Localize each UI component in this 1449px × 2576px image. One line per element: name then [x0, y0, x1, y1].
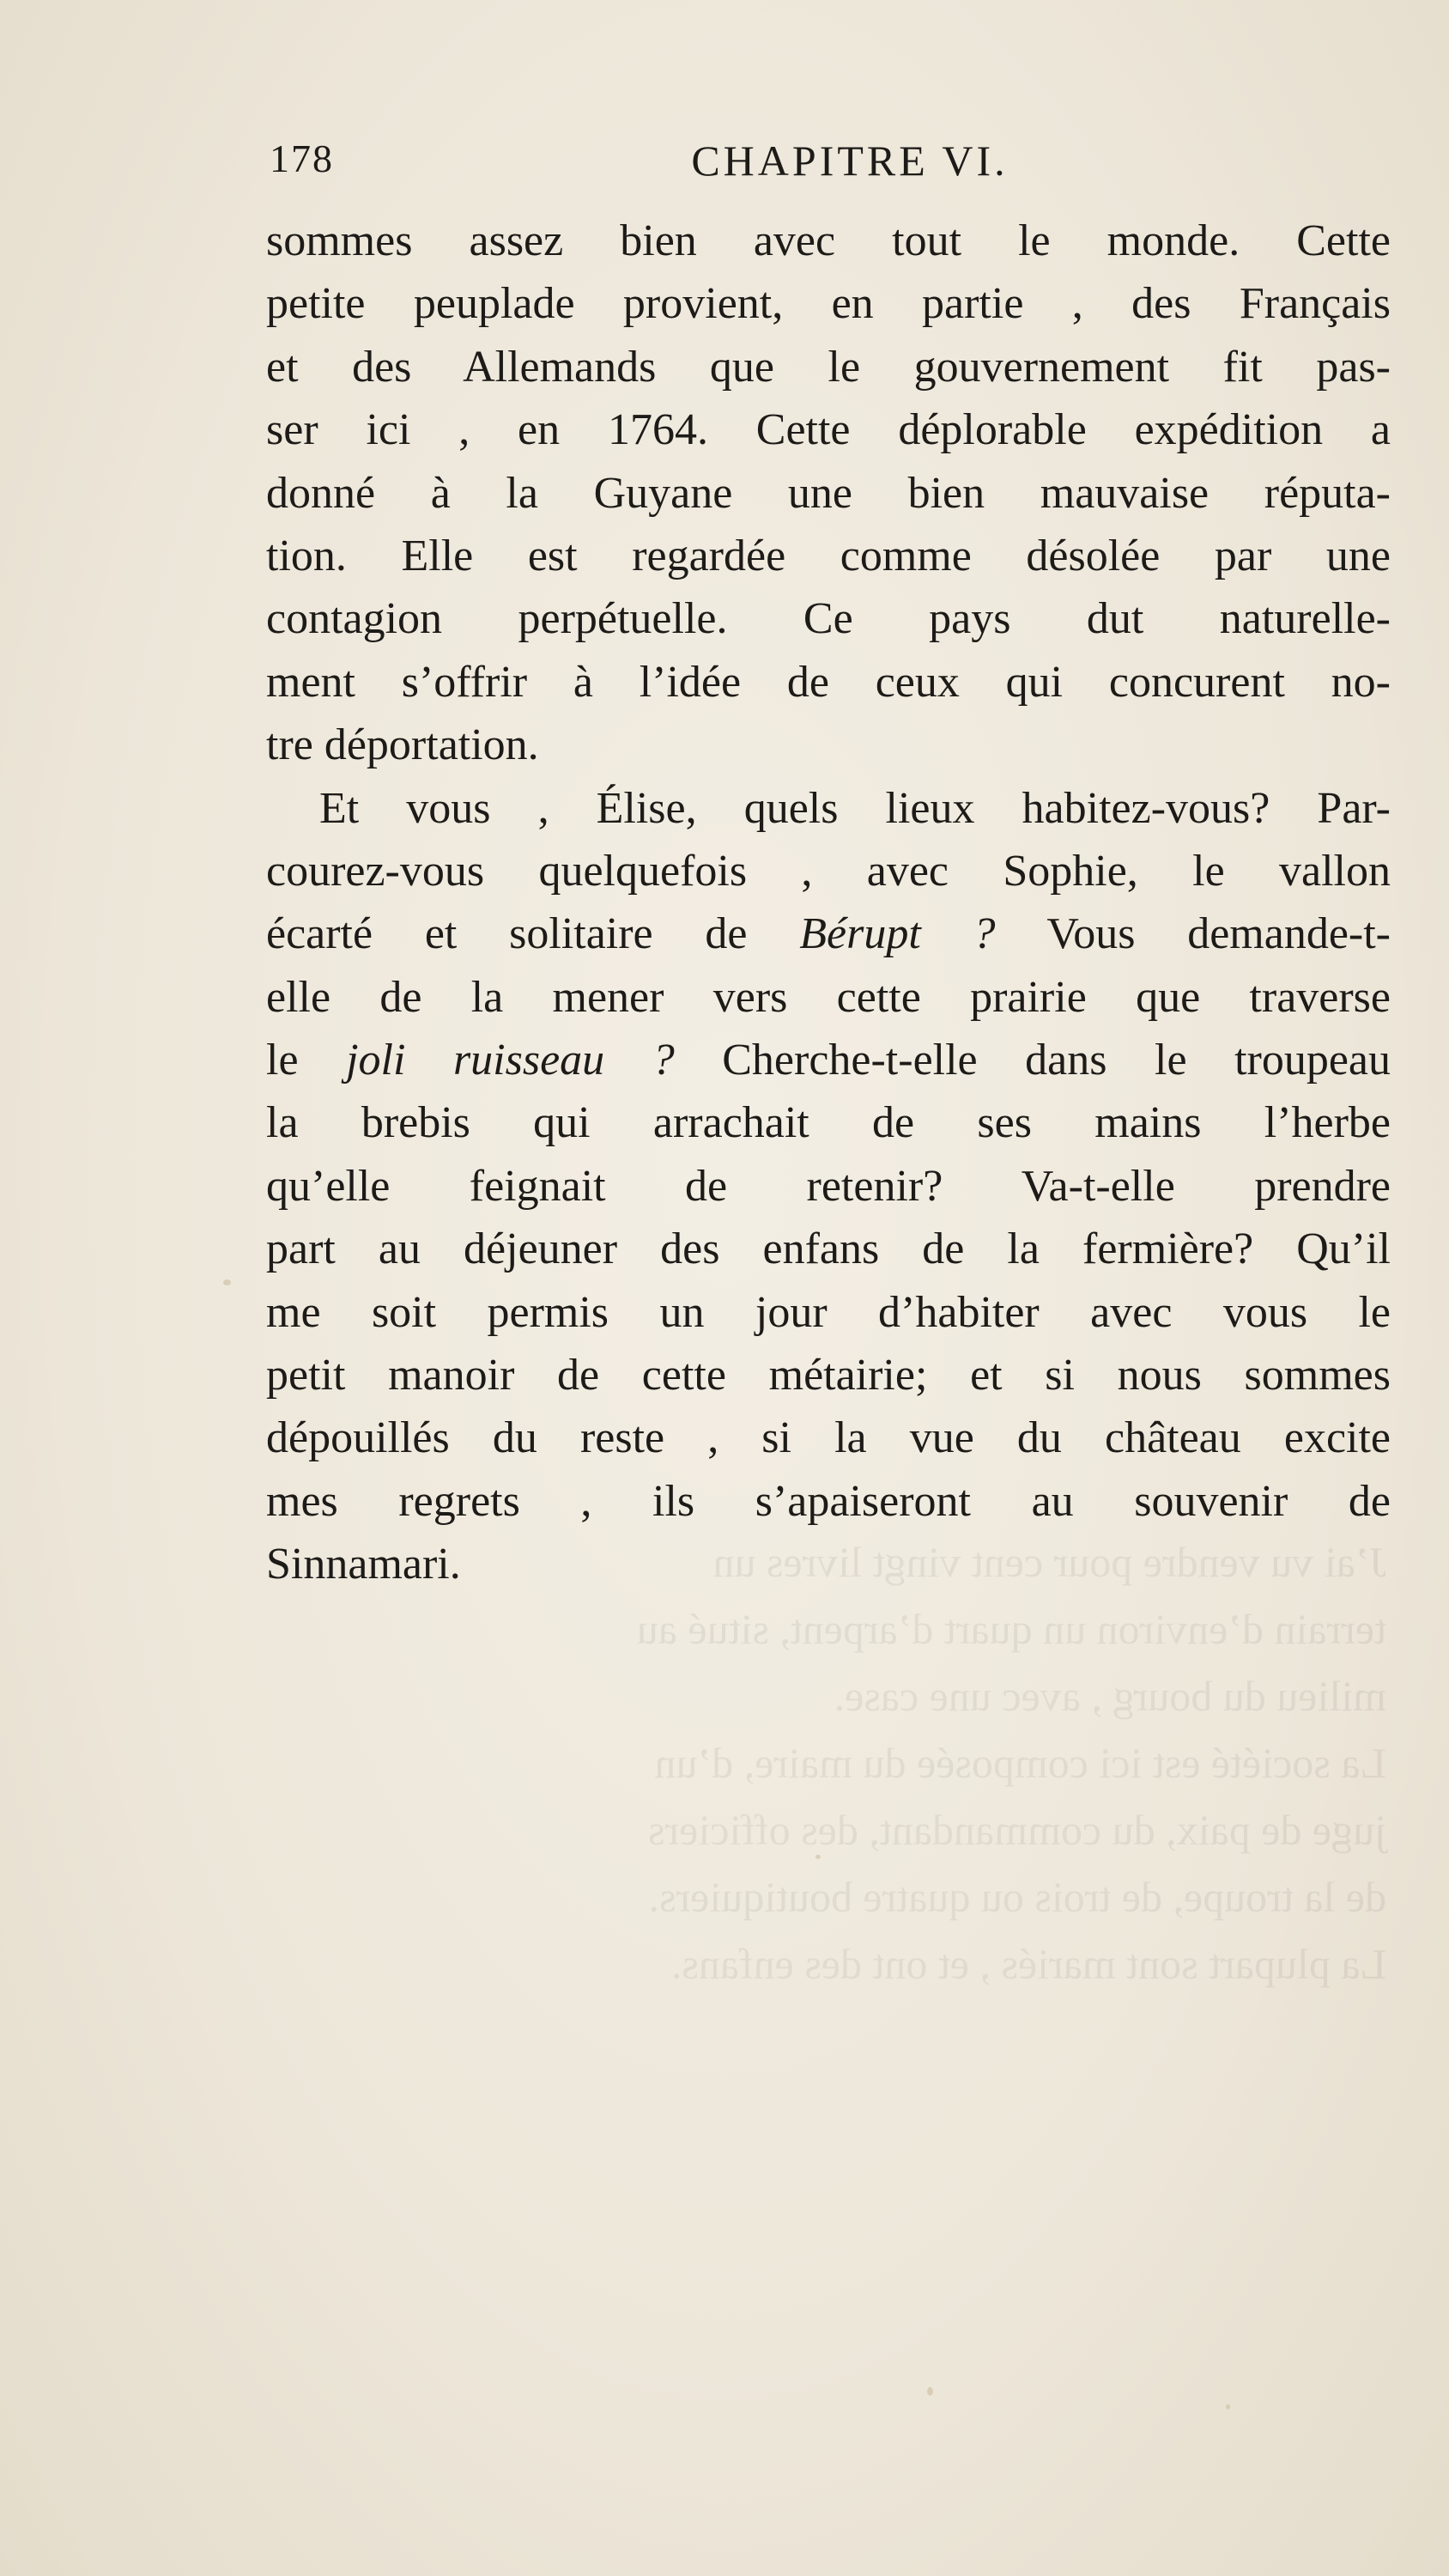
italic-text: Bérupt ?: [799, 909, 996, 959]
text-line: [266, 1470, 1391, 1533]
italic-text: joli ruisseau ?: [346, 1036, 675, 1085]
text-line: [266, 272, 1391, 335]
show-through-line: de la troupe, de trois ou quatre boutiquiers.: [648, 1873, 1386, 1921]
text-segment: qu’elle feignait de retenir? Va-t-elle prendre: [266, 1161, 1391, 1211]
text-segment: elle de la mener vers cette prairie que traverse: [266, 972, 1391, 1022]
show-through-line: milieu du bourg , avec une case.: [834, 1672, 1386, 1720]
text-segment: Vous demande-t-: [995, 909, 1391, 959]
text-line: [266, 777, 1391, 840]
text-segment: petit manoir de cette métairie; et si nous sommes: [266, 1351, 1391, 1400]
body-text: [266, 210, 1391, 1596]
show-through-line: juge de paix, du commandant, des officiers: [648, 1806, 1386, 1854]
text-line: [266, 587, 1391, 650]
text-line: [266, 1091, 1391, 1154]
text-segment: tion. Elle est regardée comme désolée par une: [266, 531, 1391, 580]
text-line: [266, 1281, 1391, 1344]
text-segment: part au déjeuner des enfans de la fermière? Qu’il: [266, 1224, 1391, 1274]
show-through-line: terrain d’environ un quart d’arpent, situé au: [636, 1605, 1386, 1653]
chapter-title: CHAPITRE VI.: [691, 137, 1009, 185]
text-segment: me soit permis un jour d’habiter avec vous le: [266, 1287, 1391, 1337]
text-segment: écarté et solitaire de: [266, 909, 800, 959]
text-line: [266, 210, 1391, 272]
show-through-line: J’ai vu vendre pour cent vingt livres un: [712, 1538, 1386, 1586]
text-segment: tre déportation.: [266, 720, 539, 770]
text-line: [266, 651, 1391, 714]
text-line: [266, 1406, 1391, 1469]
text-segment: Cherche-t-elle dans le troupeau: [674, 1036, 1391, 1085]
text-line: [266, 902, 1391, 965]
text-line: [266, 525, 1391, 587]
text-segment: et des Allemands que le gouvernement fit pas-: [266, 342, 1391, 392]
text-line: [266, 398, 1391, 461]
text-line: [266, 840, 1391, 902]
text-segment: ser ici , en 1764. Cette déplorable expédition a: [266, 405, 1391, 455]
paper-speck: [223, 1279, 231, 1285]
show-through-text: [270, 1528, 1386, 2044]
paper-speck: [815, 1855, 821, 1859]
page-number: 178: [270, 137, 334, 180]
text-line: [266, 1155, 1391, 1218]
text-line: [266, 462, 1391, 525]
text-line: [266, 1029, 1391, 1091]
paper-speck: [1226, 2404, 1230, 2409]
text-segment: contagion perpétuelle. Ce pays dut naturelle-: [266, 594, 1391, 644]
paper-speck: [927, 2387, 933, 2396]
text-segment: mes regrets , ils s’apaiseront au souvenir de: [266, 1476, 1391, 1526]
text-segment: le: [266, 1036, 347, 1085]
text-segment: Sinnamari.: [266, 1540, 461, 1589]
text-segment: courez-vous quelquefois , avec Sophie, le vallon: [266, 846, 1391, 896]
text-segment: donné à la Guyane une bien mauvaise réputa-: [266, 468, 1391, 518]
text-segment: sommes assez bien avec tout le monde. Cette: [266, 216, 1391, 265]
text-line: [266, 1218, 1391, 1280]
running-head: [258, 136, 1391, 196]
text-segment: dépouillés du reste , si la vue du château excite: [266, 1413, 1391, 1463]
text-line: [266, 1344, 1391, 1406]
text-line: [266, 714, 1391, 776]
show-through-line: La société est ici composée du maire, d’un: [654, 1739, 1386, 1787]
text-segment: petite peuplade provient, en partie , des Français: [266, 279, 1391, 329]
text-line: [266, 336, 1391, 398]
text-line: [266, 966, 1391, 1029]
text-line: [266, 1533, 1391, 1595]
text-segment: ment s’offrir à l’idée de ceux qui concurent no-: [266, 657, 1391, 707]
text-segment: Et vous , Élise, quels lieux habitez-vous? Par-: [319, 783, 1391, 833]
text-segment: la brebis qui arrachait de ses mains l’herbe: [266, 1098, 1391, 1148]
show-through-line: La plupart sont mariés , et ont des enfans.: [670, 1940, 1386, 1988]
